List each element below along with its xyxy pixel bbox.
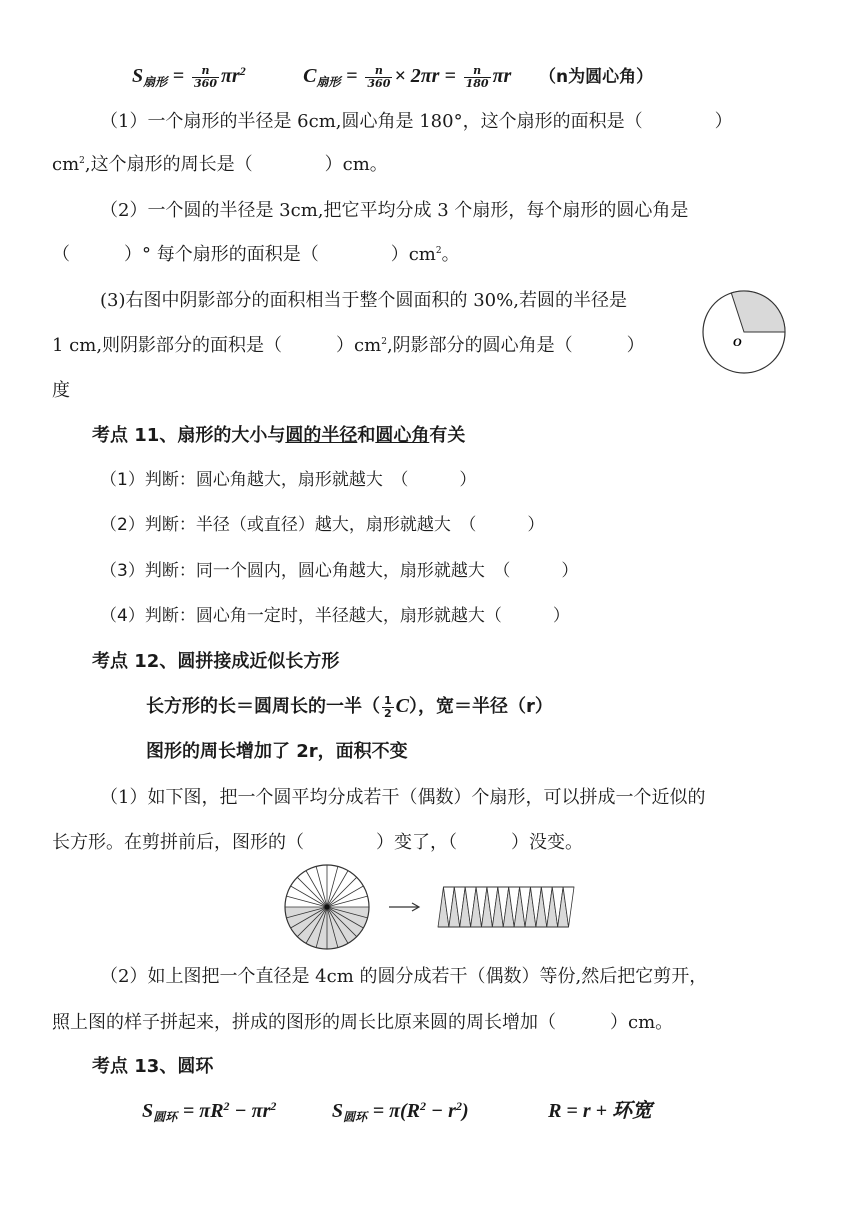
sector-divider-line — [286, 896, 327, 907]
q2-line2-end: 。 — [441, 244, 460, 265]
kd12-rule2: 图形的周长增加了 2r，面积不变 — [146, 741, 408, 762]
q3-line2-text: 1 cm,则阴影部分的面积是（ ）cm — [52, 335, 382, 356]
fraction-denominator: 180 — [465, 76, 489, 90]
fraction-numerator: n — [192, 65, 219, 78]
sector-divider-line — [327, 866, 338, 907]
arrow-figure — [388, 900, 424, 914]
q3-line1: (3)右图中阴影部分的面积相当于整个圆面积的 30%,若圆的半径是 — [100, 290, 627, 311]
times-2pir-term: × 2πr = — [394, 65, 456, 87]
kd12-q2-line1: （2）如上图把一个直径是 4cm 的圆分成若干（偶数）等份,然后把它剪开， — [100, 966, 708, 987]
exponent: 2 — [223, 1099, 230, 1113]
q1-line2 — [52, 153, 388, 177]
sector-divider-line — [316, 866, 327, 907]
annulus-area-symbol: S — [331, 1100, 343, 1122]
equals-sign: = — [346, 65, 358, 87]
exponent: 2 — [455, 1099, 462, 1113]
kd12-rule1-tail: ），宽＝半径（r） — [409, 696, 553, 717]
kd11-title — [92, 424, 465, 448]
annulus-formula-2-c: ) — [461, 1100, 469, 1122]
annulus-formula-1-b: − πr — [229, 1100, 271, 1122]
exponent: 2 — [420, 1099, 427, 1113]
kd12-rule1-text: 长方形的长＝圆周长的一半（ — [146, 696, 380, 717]
fraction-denominator: 360 — [367, 76, 391, 90]
q2-line2-text: （ ）° 每个扇形的面积是（ ）cm — [52, 244, 436, 265]
exponent: 2 — [79, 156, 85, 166]
kd11-item: （1）判断：圆心角越大，扇形就越大 （ ） — [100, 470, 477, 490]
q1-line1: （1）一个扇形的半径是 6cm,圆心角是 180°，这个扇形的面积是（ ） — [100, 111, 733, 132]
pi-r-term: πr — [220, 65, 240, 87]
q3-line2-rest: ,阴影部分的圆心角是（ ） — [386, 335, 645, 356]
kd12-q2-line2: 照上图的样子拼起来，拼成的图形的周长比原来圆的周长增加（ ）cm。 — [52, 1012, 674, 1033]
q2-line2 — [52, 243, 460, 267]
formula-note: （n为圆心角） — [539, 67, 654, 87]
kd11-underlined-angle: 圆心角 — [375, 425, 430, 446]
fraction-numerator: 1 — [384, 693, 392, 707]
divided-circle-figure — [282, 862, 372, 952]
fraction-n-over-360 — [365, 65, 392, 90]
fraction-denominator: 360 — [194, 76, 217, 90]
exponent: 2 — [270, 1099, 277, 1113]
fraction-numerator: n — [464, 65, 491, 78]
kd13-title: 考点 13、圆环 — [92, 1056, 214, 1077]
sector-area-symbol: S — [132, 65, 144, 87]
sector-area-subscript: 扇形 — [143, 75, 168, 89]
fraction-n-over-180 — [464, 65, 491, 90]
sector-divider-line — [327, 896, 368, 907]
exponent: 2 — [381, 337, 387, 347]
kd11-item: （2）判断：半径（或直径）越大，扇形就越大 （ ） — [100, 515, 545, 535]
shaded-sector-circle-figure — [698, 286, 790, 378]
fraction-n-over-360 — [192, 65, 219, 90]
annulus-formula-2-b: − r — [426, 1100, 456, 1122]
equals-sign: = — [172, 65, 185, 87]
sector-perimeter-subscript: 扇形 — [316, 75, 341, 89]
pi-r-term: πr — [492, 65, 512, 87]
center-label-o: O — [733, 335, 742, 349]
fraction-numerator: n — [365, 65, 392, 78]
fraction-denominator: 2 — [384, 706, 392, 720]
annulus-formula-2: = π(R — [372, 1100, 421, 1122]
kd11-title-and: 和 — [357, 425, 376, 446]
kd11-title-suffix: 有关 — [429, 425, 466, 446]
annulus-subscript: 圆环 — [153, 1110, 178, 1124]
kd11-title-prefix: 考点 11、扇形的大小与 — [92, 425, 286, 446]
annulus-formulas — [142, 1096, 652, 1126]
kd11-underlined-radius: 圆的半径 — [285, 425, 358, 446]
outer-radius-formula: R = r + 环宽 — [548, 1100, 652, 1122]
sector-formula-line — [132, 60, 653, 92]
shaded-sector — [731, 291, 785, 332]
kd11-item: （4）判断：圆心角一定时，半径越大，扇形就越大（ ） — [100, 606, 570, 626]
annulus-area-symbol: S — [142, 1100, 154, 1122]
fraction-one-half — [382, 695, 394, 720]
approx-rectangle-figure — [436, 884, 576, 930]
q2-line1: （2）一个圆的半径是 3cm,把它平均分成 3 个扇形，每个扇形的圆心角是 — [100, 200, 689, 221]
annulus-formula-1: = πR — [182, 1100, 224, 1122]
circle-center-dot — [325, 905, 330, 910]
unit-cm: cm — [52, 154, 80, 175]
q3-line3: 度 — [52, 380, 70, 401]
sector-perimeter-symbol: C — [303, 65, 317, 87]
kd12-rule1 — [146, 690, 553, 722]
kd11-item: （3）判断：同一个圆内，圆心角越大，扇形就越大 （ ） — [100, 561, 579, 581]
q1-line2-text: ,这个扇形的周长是（ ）cm。 — [84, 154, 388, 175]
exponent: 2 — [239, 64, 246, 78]
exponent: 2 — [435, 246, 442, 256]
circumference-symbol: C — [395, 695, 409, 717]
kd12-q1-line2: 长方形。在剪拼前后，图形的（ ）变了，（ ）没变。 — [52, 832, 583, 853]
q3-line2 — [52, 334, 645, 358]
annulus-subscript: 圆环 — [342, 1110, 367, 1124]
kd12-q1-line1: （1）如下图，把一个圆平均分成若干（偶数）个扇形，可以拼成一个近似的 — [100, 787, 706, 808]
kd12-title: 考点 12、圆拼接成近似长方形 — [92, 651, 340, 672]
